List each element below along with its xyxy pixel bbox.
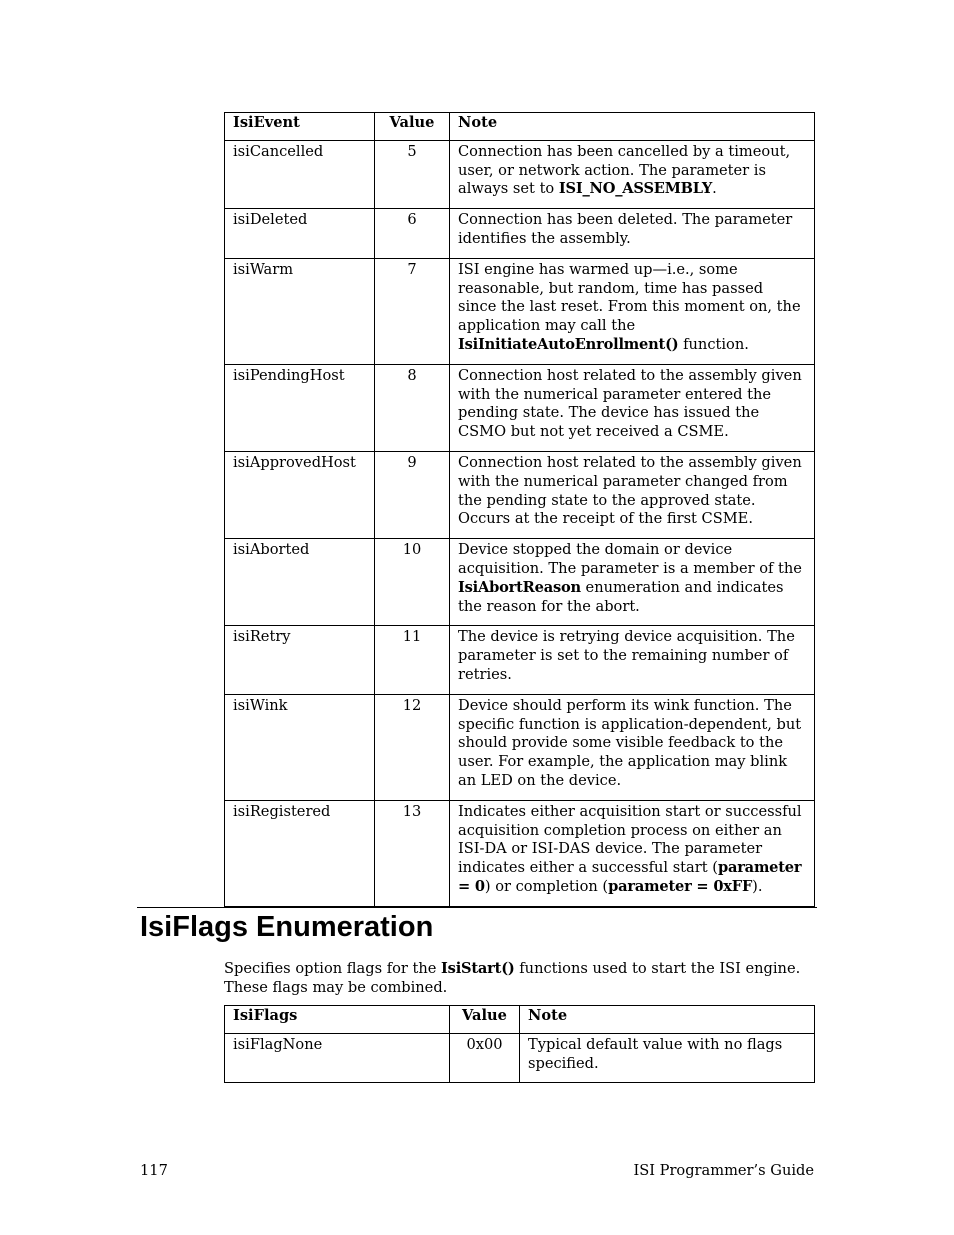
- column-header-value: Value: [375, 113, 450, 141]
- isi-flags-table: [224, 1005, 815, 1083]
- text-run: Connection host related to the assembly given with the numerical parameter changed from the pending state to the approved state. Occurs at the receipt of the first CSME.: [458, 453, 802, 528]
- column-header-note: Note: [520, 1006, 815, 1034]
- text-run: ) or completion (: [484, 877, 609, 895]
- row-name: isiAborted: [225, 539, 375, 626]
- table-row: [225, 626, 815, 694]
- table-header-row: [225, 1006, 815, 1034]
- row-name: isiWink: [225, 694, 375, 800]
- isi-event-table-body: [225, 140, 815, 906]
- table-row: [225, 364, 815, 451]
- row-value: 11: [375, 626, 450, 694]
- row-note: [450, 451, 815, 538]
- isi-flags-table-body: [225, 1033, 815, 1083]
- text-run: Indicates either acquisition start or successful acquisition completion process on either an ISI-DA or ISI-DAS device. The parameter indicates either a successful start (: [458, 802, 802, 877]
- table-row: [225, 539, 815, 626]
- table-row: [225, 1033, 815, 1083]
- table-row: [225, 209, 815, 259]
- table-row: [225, 140, 815, 208]
- row-name: isiRegistered: [225, 800, 375, 906]
- row-note: [450, 539, 815, 626]
- row-value: 12: [375, 694, 450, 800]
- code-identifier: IsiAbortReason: [458, 578, 581, 596]
- page-number: 117: [140, 1162, 168, 1179]
- text-run: function.: [678, 335, 749, 353]
- row-value: 10: [375, 539, 450, 626]
- row-name: isiApprovedHost: [225, 451, 375, 538]
- table-row: [225, 694, 815, 800]
- text-run: Device stopped the domain or device acquisition. The parameter is a member of the: [458, 541, 802, 577]
- section-intro: [224, 959, 814, 997]
- row-name: isiWarm: [225, 258, 375, 364]
- text-run: .: [712, 180, 717, 198]
- code-identifier: parameter = 0xFF: [608, 877, 753, 895]
- row-value: 13: [375, 800, 450, 906]
- text-run: enumeration and indicates the reason for the abort.: [458, 578, 784, 615]
- column-header-isievent: IsiEvent: [225, 113, 375, 141]
- text-run: ).: [752, 877, 763, 895]
- row-name: isiDeleted: [225, 209, 375, 259]
- row-note: [450, 209, 815, 259]
- text-run: Connection has been deleted. The parameter identifies the assembly.: [458, 211, 793, 247]
- table-row: [225, 451, 815, 538]
- text-run: Connection has been cancelled by a timeout, user, or network action. The parameter is always set to: [458, 142, 791, 198]
- text-run: Device should perform its wink function. The specific function is application-dependent, but should provide some visible feedback to the user. For example, the application may blink an LED on the device.: [458, 696, 802, 789]
- code-identifier: IsiInitiateAutoEnrollment(): [458, 335, 679, 353]
- section-title: IsiFlags Enumeration: [140, 911, 434, 943]
- row-name: isiFlagNone: [225, 1033, 450, 1083]
- text-run: Connection host related to the assembly given with the numerical parameter entered the pending state. The device has issued the CSMO but not yet received a CSME.: [458, 366, 802, 441]
- column-header-value: Value: [450, 1006, 520, 1034]
- row-value: 6: [375, 209, 450, 259]
- table-row: [225, 800, 815, 906]
- row-note: [520, 1033, 815, 1083]
- row-value: 0x00: [450, 1033, 520, 1083]
- row-note: [450, 258, 815, 364]
- row-value: 7: [375, 258, 450, 364]
- row-note: [450, 140, 815, 208]
- row-name: isiRetry: [225, 626, 375, 694]
- guide-title: ISI Programmer’s Guide: [633, 1162, 814, 1179]
- row-name: isiCancelled: [225, 140, 375, 208]
- text-run: functions used to start the ISI engine. These flags may be combined.: [224, 960, 801, 996]
- code-identifier: IsiStart(): [441, 960, 515, 977]
- text-run: The device is retrying device acquisition. The parameter is set to the remaining number of retries.: [458, 628, 795, 683]
- row-note: [450, 364, 815, 451]
- text-run: Specifies option flags for the: [224, 960, 442, 977]
- text-run: Typical default value with no flags specified.: [528, 1035, 783, 1072]
- code-identifier: ISI_NO_ASSEMBLY: [558, 180, 713, 198]
- isi-event-table: [224, 112, 815, 907]
- column-header-isiflags: IsiFlags: [225, 1006, 450, 1034]
- row-note: [450, 626, 815, 694]
- row-value: 5: [375, 140, 450, 208]
- row-value: 8: [375, 364, 450, 451]
- table-header-row: [225, 113, 815, 141]
- row-value: 9: [375, 451, 450, 538]
- column-header-note: Note: [450, 113, 815, 141]
- row-name: isiPendingHost: [225, 364, 375, 451]
- text-run: ISI engine has warmed up—i.e., some reasonable, but random, time has passed since the last reset. From this moment on, the application may call the: [458, 260, 801, 335]
- table-row: [225, 258, 815, 364]
- code-identifier: parameter = 0: [458, 859, 802, 895]
- row-note: [450, 800, 815, 906]
- row-note: [450, 694, 815, 800]
